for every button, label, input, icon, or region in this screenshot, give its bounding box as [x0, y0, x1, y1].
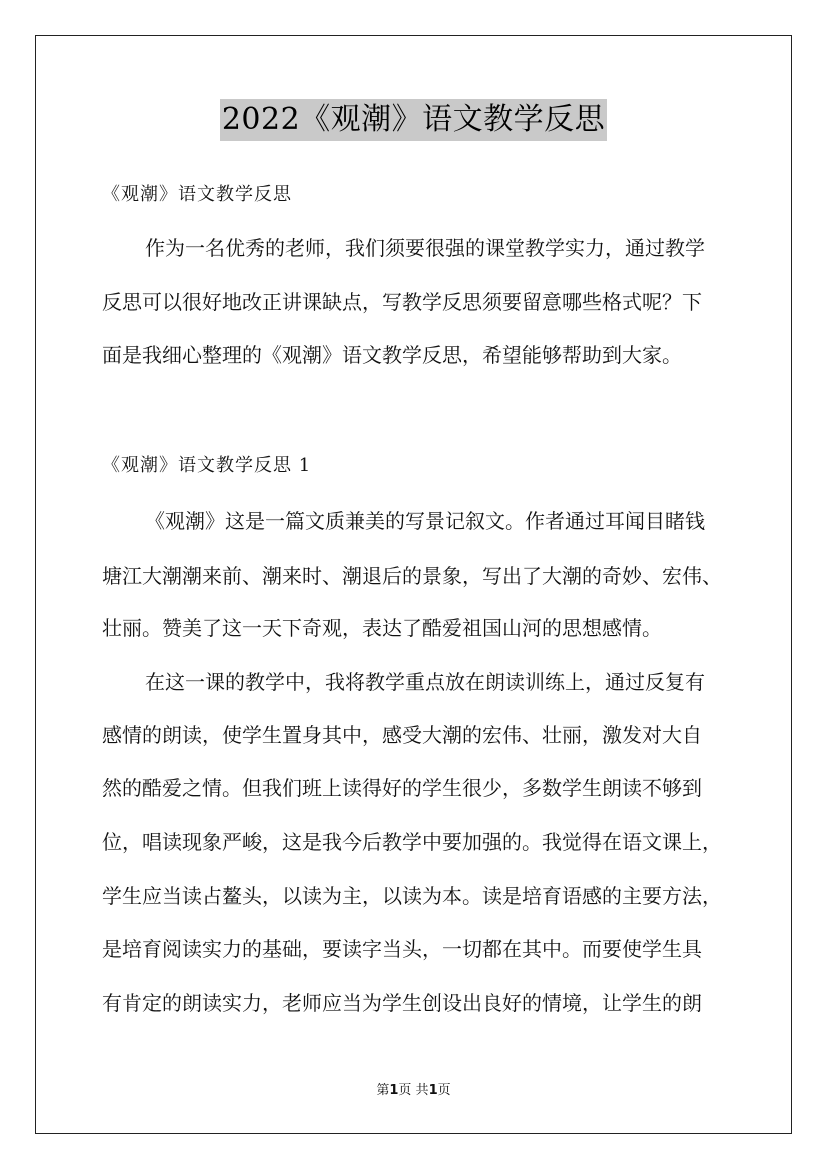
section-heading: 《观潮》语文教学反思 1 — [102, 455, 312, 476]
para2-line-2: 感情的朗读，使学生置身其中，感受大潮的宏伟、壮丽，激发对大自 — [102, 723, 702, 747]
footer-prefix: 第 — [376, 1083, 390, 1098]
document-title: 2022《观潮》语文教学反思 — [220, 99, 607, 141]
footer-suffix: 页 — [437, 1083, 451, 1098]
intro-line-2: 反思可以很好地改正讲课缺点，写教学反思须要留意哪些格式呢？下 — [102, 290, 702, 314]
para2-line-1: 在这一课的教学中，我将教学重点放在朗读训练上，通过反复有 — [145, 670, 705, 694]
para2-line-5: 学生应当读占鳌头，以读为主，以读为本。读是培育语感的主要方法， — [102, 884, 722, 908]
para1-line-1: 《观潮》这是一篇文质兼美的写景记叙文。作者通过耳闻目睹钱 — [145, 509, 705, 533]
title-container — [0, 99, 827, 141]
para2-line-3: 然的酷爱之情。但我们班上读得好的学生很少，多数学生朗读不够到 — [102, 776, 702, 800]
para2-line-6: 是培育阅读实力的基础，要读字当头，一切都在其中。而要使学生具 — [102, 937, 702, 961]
para2-line-7: 有肯定的朗读实力，老师应当为学生创设出良好的情境，让学生的朗 — [102, 991, 702, 1015]
para1-line-2: 塘江大潮潮来前、潮来时、潮退后的景象，写出了大潮的奇妙、宏伟、 — [102, 564, 722, 588]
page-footer — [0, 1082, 827, 1100]
footer-page-total: 1 — [428, 1083, 438, 1098]
subtitle: 《观潮》语文教学反思 — [102, 184, 292, 205]
footer-page-number: 1 — [389, 1083, 399, 1098]
intro-line-1: 作为一名优秀的老师，我们须要很强的课堂教学实力，通过教学 — [145, 236, 705, 260]
intro-line-3: 面是我细心整理的《观潮》语文教学反思，希望能够帮助到大家。 — [102, 343, 682, 367]
para1-line-3: 壮丽。赞美了这一天下奇观，表达了酷爱祖国山河的思想感情。 — [102, 616, 662, 640]
para2-line-4: 位，唱读现象严峻，这是我今后教学中要加强的。我觉得在语文课上， — [102, 830, 722, 854]
footer-mid: 页 共 — [398, 1083, 429, 1098]
